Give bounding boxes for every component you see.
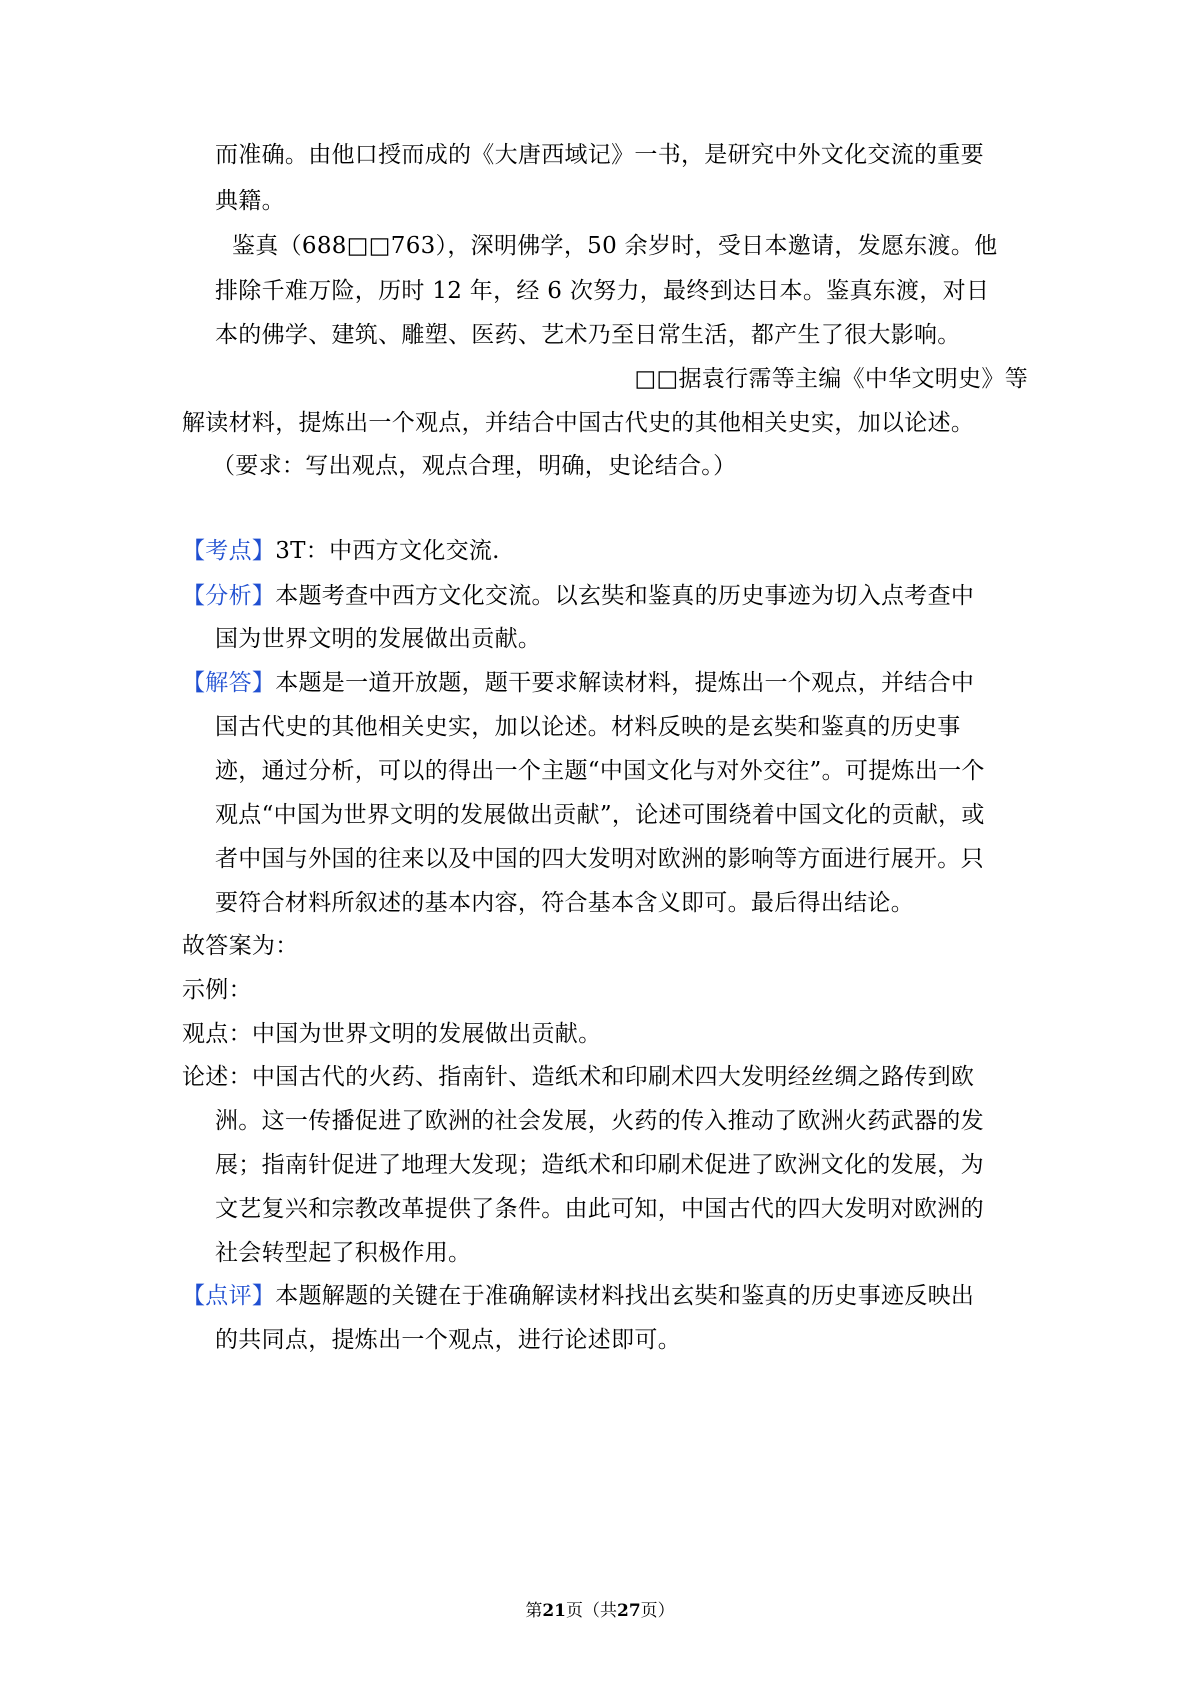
jieda-line — [182, 668, 974, 698]
answer-argument-line: 洲。这一传播促进了欧洲的社会发展，火药的传入推动了欧洲火药武器的发 — [215, 1108, 984, 1134]
jieda-line: 观点“中国为世界文明的发展做出贡献”，论述可围绕着中国文化的贡献，或 — [215, 802, 985, 828]
answer-example: 示例： — [182, 977, 252, 1003]
jieda-line: 迹，通过分析，可以的得出一个主题“中国文化与对外交往”。可提炼出一个 — [215, 758, 985, 784]
jieda-line: 要符合材料所叙述的基本内容，符合基本含义即可。最后得出结论。 — [215, 890, 914, 916]
requirement-text: （要求：写出观点，观点合理，明确，史论结合。） — [212, 453, 737, 479]
page-footer — [0, 1600, 1200, 1622]
fenxi-line: 国为世界文明的发展做出贡献。 — [215, 626, 542, 652]
kaodian-line — [182, 536, 500, 566]
answer-viewpoint: 观点：中国为世界文明的发展做出贡献。 — [182, 1021, 602, 1047]
footer-prefix: 第 — [525, 1601, 543, 1621]
footer-suffix: 页） — [640, 1601, 675, 1621]
answer-argument-line: 展；指南针促进了地理大发现；造纸术和印刷术促进了欧洲文化的发展，为 — [215, 1152, 984, 1178]
footer-mid: 页（共 — [566, 1601, 617, 1621]
jieda-line: 者中国与外国的往来以及中国的四大发明对欧洲的影响等方面进行展开。只 — [215, 846, 984, 872]
answer-argument-line: 文艺复兴和宗教改革提供了条件。由此可知，中国古代的四大发明对欧洲的 — [215, 1196, 984, 1222]
jieda-text: 本题是一道开放题，题干要求解读材料，提炼出一个观点，并结合中 — [275, 670, 975, 696]
material-line: 本的佛学、建筑、雕塑、医药、艺术乃至日常生活，都产生了很大影响。 — [215, 322, 961, 348]
dianping-text: 本题解题的关键在于准确解读材料找出玄奘和鉴真的历史事迹反映出 — [275, 1283, 975, 1309]
fenxi-line — [182, 581, 974, 611]
dianping-line — [182, 1281, 974, 1311]
fenxi-tag: 【分析】 — [182, 583, 276, 609]
answer-lead: 故答案为： — [182, 933, 299, 959]
dianping-line: 的共同点，提炼出一个观点，进行论述即可。 — [215, 1327, 681, 1353]
question-text: 解读材料，提炼出一个观点，并结合中国古代史的其他相关史实，加以论述。 — [182, 410, 975, 436]
page-number: 21 — [542, 1601, 566, 1621]
total-pages: 27 — [617, 1601, 641, 1621]
answer-argument-line: 社会转型起了积极作用。 — [215, 1240, 472, 1266]
kaodian-text: 3T：中西方文化交流. — [275, 538, 500, 564]
material-line: 而准确。由他口授而成的《大唐西域记》一书，是研究中外文化交流的重要 — [215, 142, 984, 168]
material-line: 鉴真（688□□763），深明佛学，50 余岁时，受日本邀请，发愿东渡。他 — [232, 233, 998, 259]
material-line: 排除千难万险，历时 12 年，经 6 次努力，最终到达日本。鉴真东渡，对日 — [215, 278, 990, 304]
answer-argument-line: 论述：中国古代的火药、指南针、造纸术和印刷术四大发明经丝绸之路传到欧 — [182, 1064, 975, 1090]
fenxi-text: 本题考查中西方文化交流。以玄奘和鉴真的历史事迹为切入点考查中 — [275, 583, 975, 609]
jieda-tag: 【解答】 — [182, 670, 276, 696]
dianping-tag: 【点评】 — [182, 1283, 276, 1309]
kaodian-tag: 【考点】 — [182, 538, 276, 564]
jieda-line: 国古代史的其他相关史实，加以论述。材料反映的是玄奘和鉴真的历史事 — [215, 714, 961, 740]
material-line: 典籍。 — [215, 188, 285, 214]
material-source: □□据袁行霈等主编《中华文明史》等 — [634, 366, 1028, 392]
